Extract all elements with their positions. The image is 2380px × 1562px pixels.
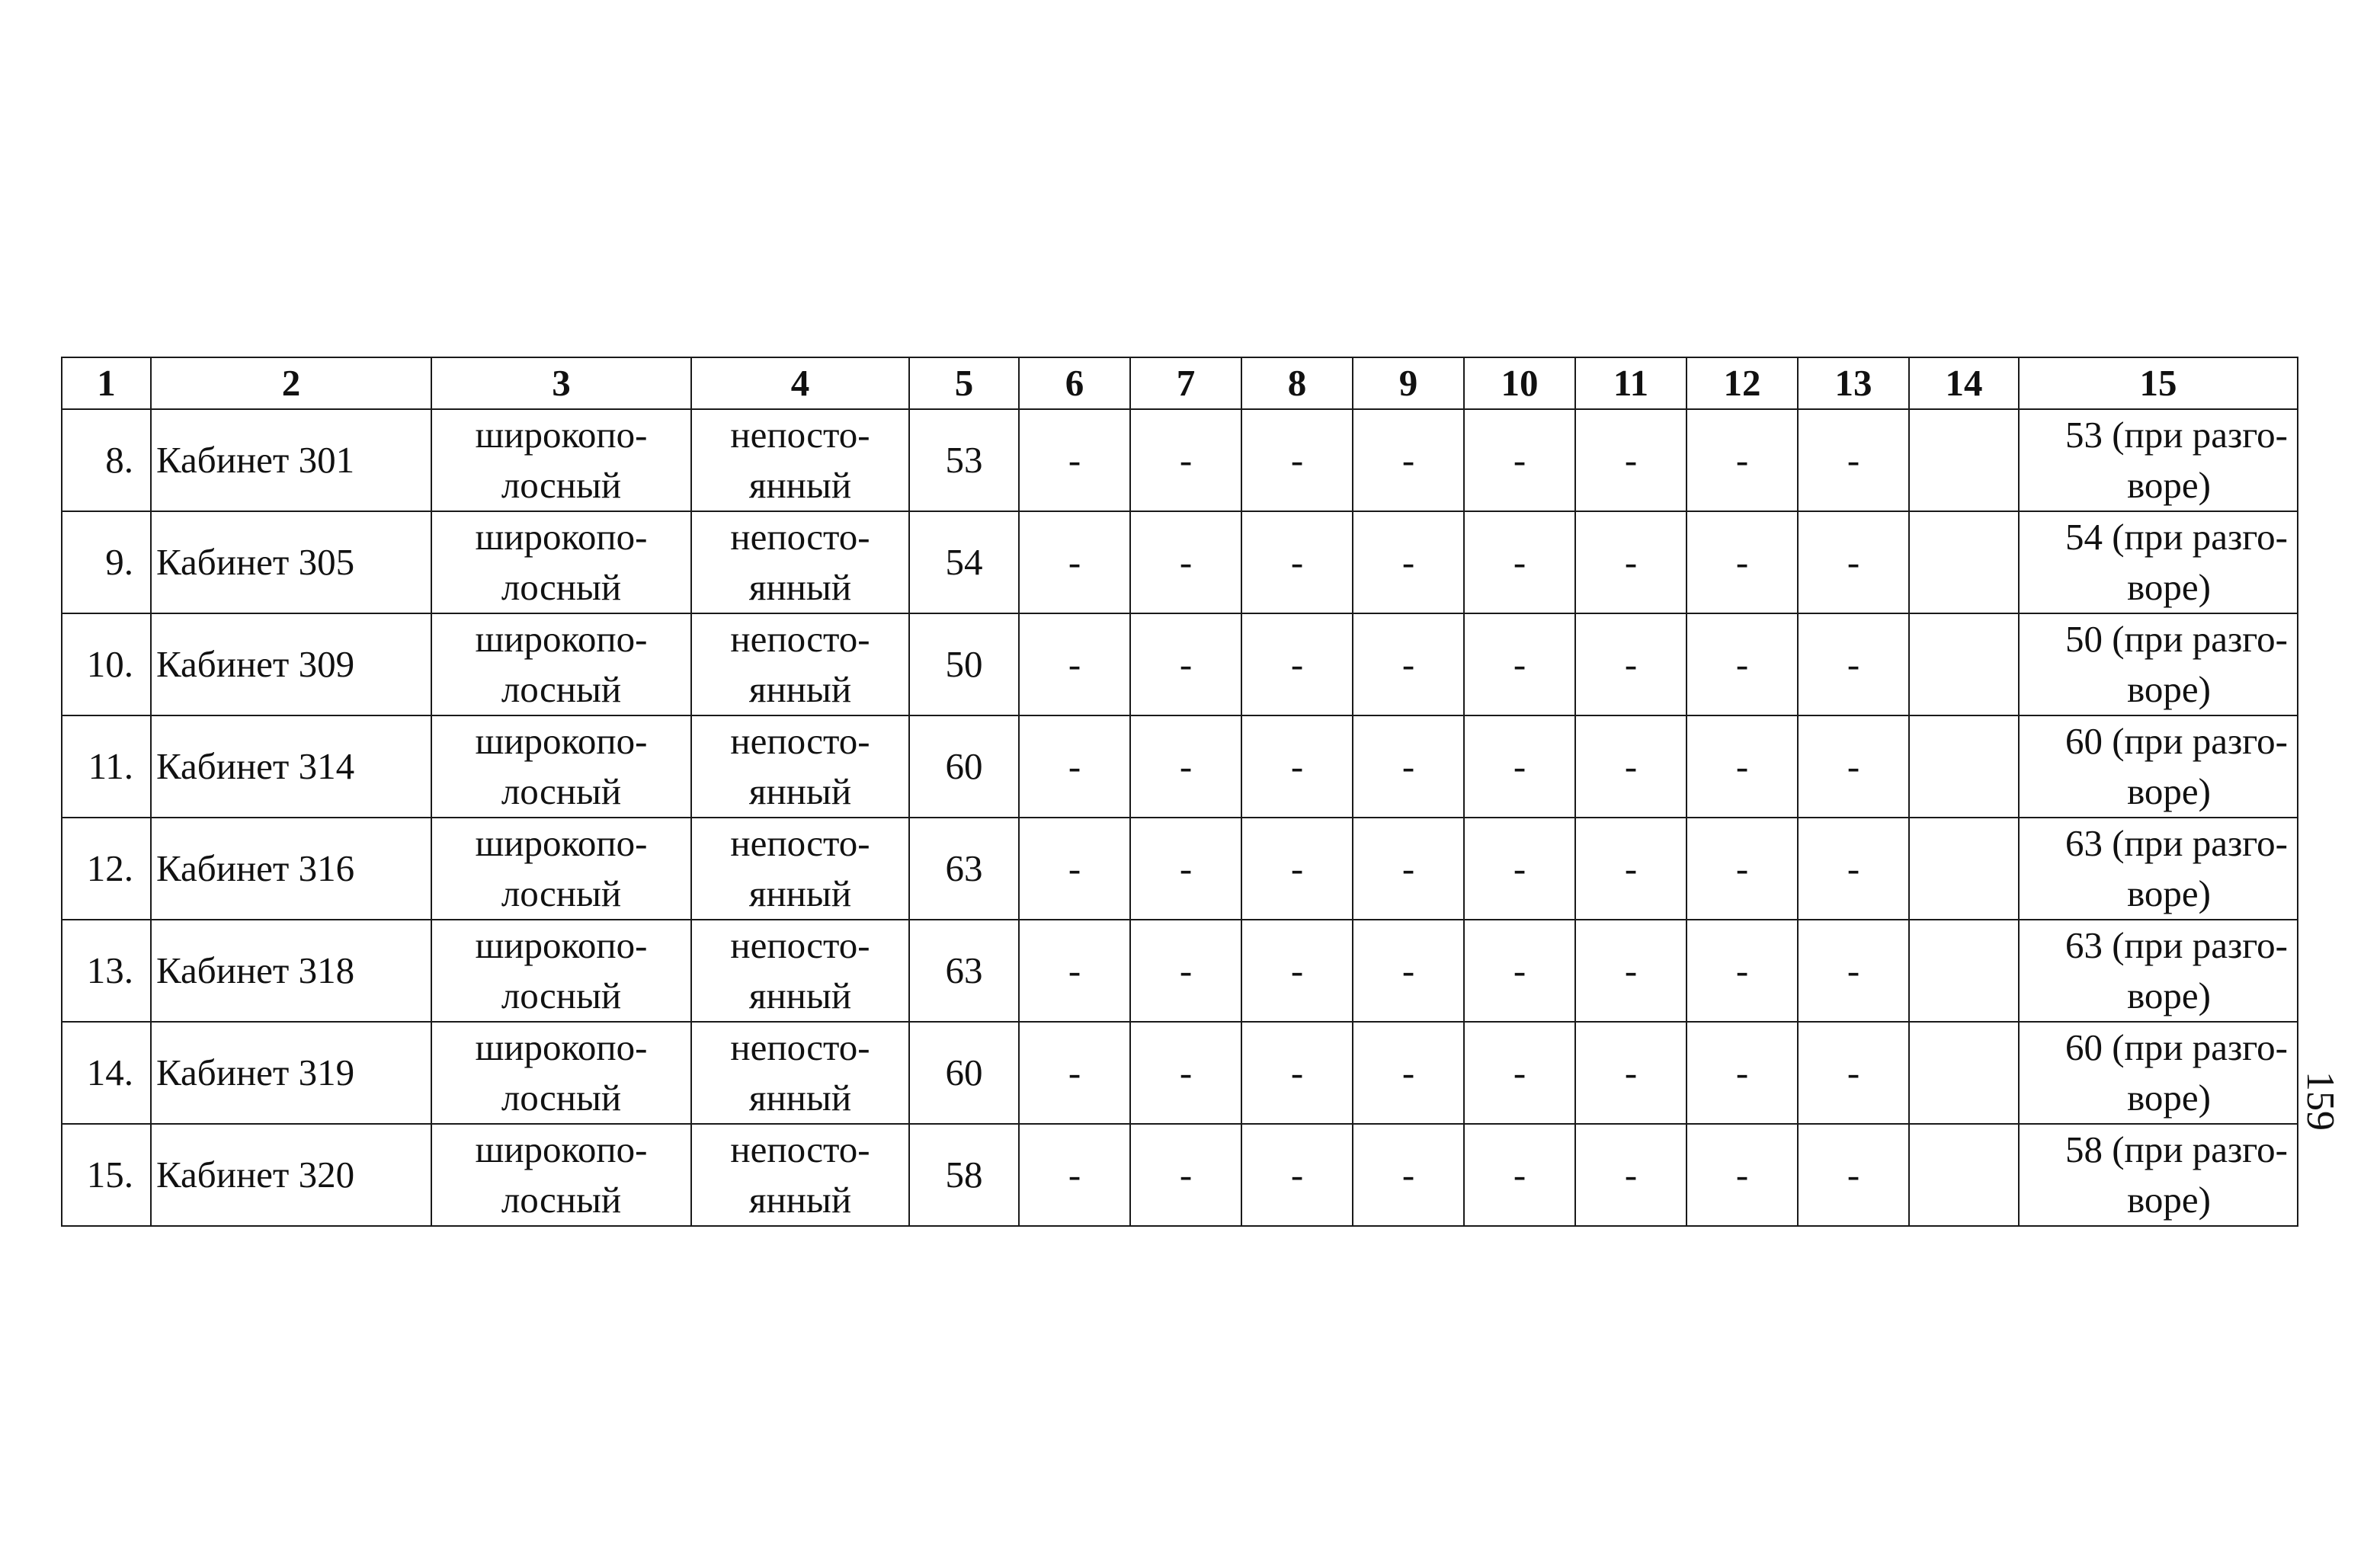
value-cell-8: - [1241, 1124, 1353, 1226]
value-cell-11: - [1575, 1124, 1687, 1226]
noise-type-cell-line-1: широкопо- [475, 516, 648, 558]
value-cell-7: - [1130, 818, 1241, 920]
note-cell-line-2: воре) [2127, 668, 2211, 710]
noise-type-cell-line-2: лосный [501, 975, 622, 1016]
noise-character-cell-line-2: янный [748, 566, 852, 608]
level-cell: 63 [909, 920, 1019, 1022]
value-cell-6: - [1019, 511, 1130, 613]
row-number-cell: 11. [62, 715, 151, 818]
note-cell [2019, 1022, 2298, 1124]
noise-character-cell-line-2: янный [748, 464, 852, 506]
note-cell [2019, 613, 2298, 715]
value-cell-7: - [1130, 1124, 1241, 1226]
note-cell-line-1: 50 (при разго- [2064, 618, 2288, 660]
noise-type-cell-line-1: широкопо- [475, 822, 648, 864]
row-number-cell: 13. [62, 920, 151, 1022]
table-row [62, 613, 2298, 715]
value-cell-10: - [1464, 920, 1575, 1022]
value-cell-14 [1909, 613, 2019, 715]
noise-character-cell [691, 715, 909, 818]
noise-character-cell-line-1: непосто- [730, 516, 870, 558]
value-cell-14 [1909, 920, 2019, 1022]
value-cell-10: - [1464, 1022, 1575, 1124]
table-row [62, 511, 2298, 613]
note-cell-line-2: воре) [2127, 770, 2211, 812]
noise-character-cell [691, 511, 909, 613]
value-cell-12: - [1687, 1022, 1798, 1124]
noise-character-cell-line-1: непосто- [730, 1128, 870, 1170]
room-name-cell: Кабинет 305 [151, 511, 431, 613]
table-body [62, 409, 2298, 1226]
value-cell-12: - [1687, 920, 1798, 1022]
column-header-6: 6 [1019, 357, 1130, 409]
room-name-cell: Кабинет 314 [151, 715, 431, 818]
noise-type-cell-line-1: широкопо- [475, 1128, 648, 1170]
level-cell: 58 [909, 1124, 1019, 1226]
column-header-12: 12 [1687, 357, 1798, 409]
level-cell: 60 [909, 1022, 1019, 1124]
noise-type-cell [431, 613, 691, 715]
value-cell-6: - [1019, 715, 1130, 818]
value-cell-14 [1909, 818, 2019, 920]
room-name-cell: Кабинет 301 [151, 409, 431, 511]
column-header-1: 1 [62, 357, 151, 409]
note-cell [2019, 920, 2298, 1022]
noise-type-cell-line-2: лосный [501, 1179, 622, 1221]
value-cell-10: - [1464, 613, 1575, 715]
value-cell-8: - [1241, 409, 1353, 511]
value-cell-10: - [1464, 409, 1575, 511]
value-cell-13: - [1798, 1124, 1909, 1226]
note-cell [2019, 818, 2298, 920]
value-cell-10: - [1464, 511, 1575, 613]
value-cell-10: - [1464, 1124, 1575, 1226]
value-cell-12: - [1687, 1124, 1798, 1226]
noise-type-cell [431, 511, 691, 613]
value-cell-10: - [1464, 818, 1575, 920]
value-cell-6: - [1019, 1124, 1130, 1226]
noise-type-cell-line-1: широкопо- [475, 720, 648, 762]
value-cell-7: - [1130, 920, 1241, 1022]
value-cell-9: - [1353, 613, 1464, 715]
value-cell-7: - [1130, 715, 1241, 818]
column-header-14: 14 [1909, 357, 2019, 409]
value-cell-9: - [1353, 511, 1464, 613]
noise-character-cell [691, 1124, 909, 1226]
row-number-cell: 14. [62, 1022, 151, 1124]
room-name-cell: Кабинет 316 [151, 818, 431, 920]
value-cell-9: - [1353, 920, 1464, 1022]
table-row [62, 1022, 2298, 1124]
column-header-11: 11 [1575, 357, 1687, 409]
value-cell-13: - [1798, 409, 1909, 511]
column-header-5: 5 [909, 357, 1019, 409]
note-cell-line-2: воре) [2127, 975, 2211, 1016]
noise-type-cell [431, 920, 691, 1022]
noise-type-cell-line-2: лосный [501, 1077, 622, 1119]
noise-character-cell-line-1: непосто- [730, 618, 870, 660]
value-cell-13: - [1798, 818, 1909, 920]
table-row [62, 409, 2298, 511]
value-cell-13: - [1798, 1022, 1909, 1124]
column-header-13: 13 [1798, 357, 1909, 409]
value-cell-11: - [1575, 409, 1687, 511]
column-header-3: 3 [431, 357, 691, 409]
value-cell-13: - [1798, 715, 1909, 818]
noise-character-cell-line-2: янный [748, 668, 852, 710]
value-cell-14 [1909, 1124, 2019, 1226]
value-cell-12: - [1687, 818, 1798, 920]
noise-character-cell-line-1: непосто- [730, 822, 870, 864]
note-cell-line-2: воре) [2127, 464, 2211, 506]
noise-character-cell [691, 920, 909, 1022]
value-cell-9: - [1353, 409, 1464, 511]
noise-character-cell-line-1: непосто- [730, 414, 870, 456]
noise-type-cell-line-1: широкопо- [475, 414, 648, 456]
noise-character-cell [691, 1022, 909, 1124]
value-cell-7: - [1130, 511, 1241, 613]
noise-type-cell-line-1: широкопо- [475, 1026, 648, 1068]
row-number-cell: 8. [62, 409, 151, 511]
value-cell-14 [1909, 511, 2019, 613]
column-header-9: 9 [1353, 357, 1464, 409]
noise-character-cell-line-1: непосто- [730, 924, 870, 966]
note-cell [2019, 1124, 2298, 1226]
value-cell-7: - [1130, 409, 1241, 511]
noise-type-cell-line-2: лосный [501, 464, 622, 506]
value-cell-9: - [1353, 715, 1464, 818]
column-header-2: 2 [151, 357, 431, 409]
value-cell-6: - [1019, 818, 1130, 920]
level-cell: 54 [909, 511, 1019, 613]
table-row [62, 818, 2298, 920]
noise-character-cell-line-2: янный [748, 1179, 852, 1221]
table-row [62, 1124, 2298, 1226]
note-cell-line-1: 63 (при разго- [2064, 822, 2288, 864]
note-cell-line-1: 53 (при разго- [2064, 414, 2288, 456]
table-row [62, 920, 2298, 1022]
value-cell-8: - [1241, 613, 1353, 715]
value-cell-13: - [1798, 511, 1909, 613]
room-name-cell: Кабинет 309 [151, 613, 431, 715]
note-cell-line-1: 60 (при разго- [2064, 720, 2288, 762]
column-header-4: 4 [691, 357, 909, 409]
note-cell-line-1: 60 (при разго- [2064, 1026, 2288, 1068]
column-header-15: 15 [2019, 357, 2298, 409]
note-cell-line-1: 54 (при разго- [2064, 516, 2288, 558]
value-cell-9: - [1353, 818, 1464, 920]
level-cell: 60 [909, 715, 1019, 818]
column-header-8: 8 [1241, 357, 1353, 409]
value-cell-11: - [1575, 511, 1687, 613]
noise-character-cell-line-2: янный [748, 1077, 852, 1119]
column-header-10: 10 [1464, 357, 1575, 409]
note-cell-line-1: 63 (при разго- [2064, 924, 2288, 966]
value-cell-12: - [1687, 409, 1798, 511]
value-cell-11: - [1575, 613, 1687, 715]
value-cell-11: - [1575, 920, 1687, 1022]
room-name-cell: Кабинет 319 [151, 1022, 431, 1124]
noise-character-cell [691, 818, 909, 920]
value-cell-8: - [1241, 715, 1353, 818]
noise-type-cell-line-2: лосный [501, 872, 622, 914]
value-cell-9: - [1353, 1022, 1464, 1124]
header-row [62, 357, 2298, 409]
data-table [61, 357, 2298, 1227]
noise-character-cell-line-2: янный [748, 770, 852, 812]
noise-type-cell [431, 715, 691, 818]
note-cell [2019, 511, 2298, 613]
value-cell-7: - [1130, 613, 1241, 715]
room-name-cell: Кабинет 318 [151, 920, 431, 1022]
noise-type-cell-line-1: широкопо- [475, 924, 648, 966]
noise-type-cell [431, 409, 691, 511]
noise-type-cell-line-2: лосный [501, 566, 622, 608]
value-cell-8: - [1241, 818, 1353, 920]
note-cell [2019, 409, 2298, 511]
noise-type-cell-line-1: широкопо- [475, 618, 648, 660]
table-header [62, 357, 2298, 409]
noise-character-cell-line-1: непосто- [730, 1026, 870, 1068]
row-number-cell: 15. [62, 1124, 151, 1226]
note-cell-line-2: воре) [2127, 1179, 2211, 1221]
level-cell: 50 [909, 613, 1019, 715]
value-cell-12: - [1687, 511, 1798, 613]
noise-type-cell-line-2: лосный [501, 668, 622, 710]
value-cell-11: - [1575, 818, 1687, 920]
page-number: 159 [2298, 1071, 2342, 1131]
value-cell-7: - [1130, 1022, 1241, 1124]
table-row [62, 715, 2298, 818]
noise-character-cell-line-2: янный [748, 975, 852, 1016]
row-number-cell: 9. [62, 511, 151, 613]
noise-character-cell [691, 409, 909, 511]
noise-character-cell-line-1: непосто- [730, 720, 870, 762]
room-name-cell: Кабинет 320 [151, 1124, 431, 1226]
value-cell-14 [1909, 715, 2019, 818]
note-cell [2019, 715, 2298, 818]
note-cell-line-1: 58 (при разго- [2064, 1128, 2288, 1170]
note-cell-line-2: воре) [2127, 872, 2211, 914]
value-cell-12: - [1687, 613, 1798, 715]
value-cell-6: - [1019, 409, 1130, 511]
row-number-cell: 12. [62, 818, 151, 920]
value-cell-8: - [1241, 920, 1353, 1022]
value-cell-8: - [1241, 511, 1353, 613]
note-cell-line-2: воре) [2127, 566, 2211, 608]
value-cell-6: - [1019, 613, 1130, 715]
value-cell-13: - [1798, 920, 1909, 1022]
noise-type-cell [431, 1022, 691, 1124]
noise-type-cell-line-2: лосный [501, 770, 622, 812]
value-cell-12: - [1687, 715, 1798, 818]
value-cell-9: - [1353, 1124, 1464, 1226]
column-header-7: 7 [1130, 357, 1241, 409]
value-cell-6: - [1019, 1022, 1130, 1124]
value-cell-13: - [1798, 613, 1909, 715]
row-number-cell: 10. [62, 613, 151, 715]
value-cell-11: - [1575, 1022, 1687, 1124]
noise-character-cell [691, 613, 909, 715]
value-cell-11: - [1575, 715, 1687, 818]
level-cell: 63 [909, 818, 1019, 920]
noise-type-cell [431, 818, 691, 920]
value-cell-10: - [1464, 715, 1575, 818]
level-cell: 53 [909, 409, 1019, 511]
noise-type-cell [431, 1124, 691, 1226]
value-cell-8: - [1241, 1022, 1353, 1124]
value-cell-14 [1909, 409, 2019, 511]
noise-character-cell-line-2: янный [748, 872, 852, 914]
value-cell-6: - [1019, 920, 1130, 1022]
note-cell-line-2: воре) [2127, 1077, 2211, 1119]
value-cell-14 [1909, 1022, 2019, 1124]
